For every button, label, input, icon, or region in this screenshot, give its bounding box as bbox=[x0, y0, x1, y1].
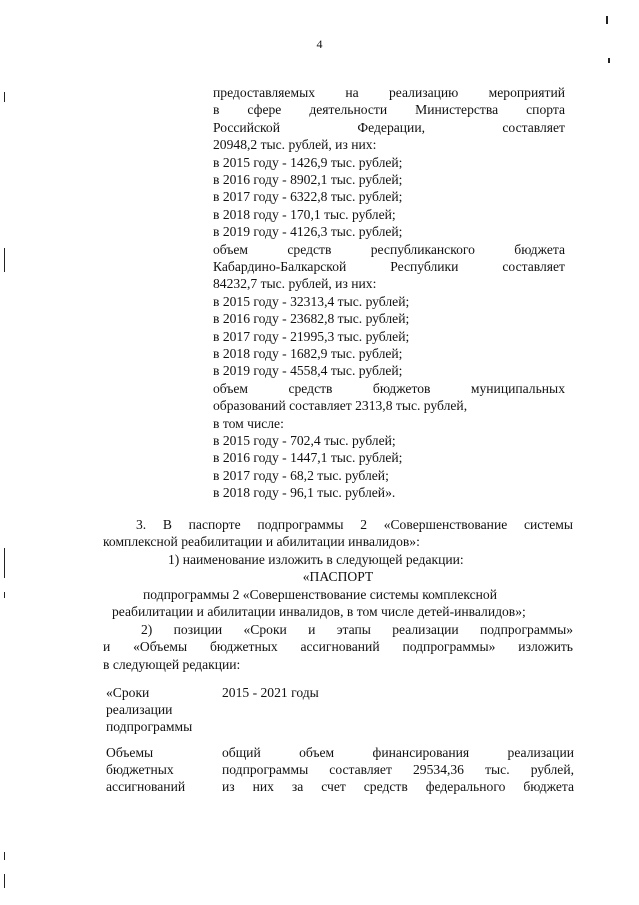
scan-mark bbox=[4, 548, 5, 578]
scan-mark bbox=[606, 16, 608, 24]
table-label-line: ассигнований bbox=[106, 779, 186, 794]
section3-item2-line3: в следующей редакции: bbox=[103, 657, 241, 672]
scan-mark bbox=[4, 92, 5, 102]
funding-line: 84232,7 тыс. рублей, из них: bbox=[213, 276, 377, 292]
section3-heading-line1: 3. В паспорте подпрограммы 2 «Совершенствование системы bbox=[136, 517, 573, 532]
table-label-line: «Сроки bbox=[106, 685, 150, 700]
scan-mark bbox=[4, 592, 5, 598]
funding-line: в 2015 году - 702,4 тыс. рублей; bbox=[213, 433, 396, 448]
scan-mark bbox=[4, 248, 5, 272]
funding-line: в 2017 году - 68,2 тыс. рублей; bbox=[213, 467, 389, 483]
funding-line: в 2019 году - 4558,4 тыс. рублей; bbox=[213, 363, 403, 379]
funding-line: в 2018 году - 1682,9 тыс. рублей; bbox=[213, 346, 403, 361]
passport-heading: «ПАСПОРТ bbox=[302, 569, 374, 584]
table-row1-label bbox=[106, 684, 216, 735]
scan-mark bbox=[4, 852, 5, 860]
funding-line: в 2016 году - 8902,1 тыс. рублей; bbox=[213, 172, 403, 187]
passport-line1: подпрограммы 2 «Совершенствование системы комплексной bbox=[143, 587, 498, 602]
section3-item2-line2: и «Объемы бюджетных ассигнований подпрограммы» изложить bbox=[103, 639, 573, 654]
funding-line: в 2017 году - 6322,8 тыс. рублей; bbox=[213, 189, 403, 205]
scan-mark bbox=[608, 58, 610, 63]
funding-line: образований составляет 2313,8 тыс. рублей, bbox=[213, 398, 468, 414]
funding-line: в 2019 году - 4126,3 тыс. рублей; bbox=[213, 224, 403, 240]
section3-item2-line1: 2) позиции «Сроки и этапы реализации подпрограммы» bbox=[141, 622, 573, 637]
funding-line: в том числе: bbox=[213, 415, 284, 431]
table-row1-value: 2015 - 2021 годы bbox=[222, 685, 319, 700]
table-row2-value bbox=[222, 744, 574, 795]
table-value-line: подпрограммы составляет 29534,36 тыс. рублей, bbox=[222, 762, 574, 777]
table-label-line: реализации bbox=[106, 702, 173, 717]
table-value-line: общий объем финансирования реализации bbox=[222, 745, 574, 760]
funding-line: в 2016 году - 23682,8 тыс. рублей; bbox=[213, 311, 410, 327]
passport-line2: реабилитации и абилитации инвалидов, в том числе детей-инвалидов»; bbox=[112, 604, 526, 619]
funding-line: в 2018 году - 170,1 тыс. рублей; bbox=[213, 206, 396, 222]
funding-line: предоставляемых на реализацию мероприятий bbox=[213, 85, 565, 100]
table-label-line: бюджетных bbox=[106, 762, 174, 777]
page-number: 4 bbox=[316, 37, 323, 51]
table-value-line: из них за счет средств федерального бюджета bbox=[222, 779, 574, 794]
funding-line: в сфере деятельности Министерства спорта bbox=[213, 102, 565, 118]
funding-line: в 2017 году - 21995,3 тыс. рублей; bbox=[213, 328, 410, 344]
section3-item1: 1) наименование изложить в следующей редакции: bbox=[168, 552, 464, 567]
funding-line: объем средств республиканского бюджета bbox=[213, 241, 565, 257]
table-row2-label bbox=[106, 744, 216, 795]
funding-line: в 2018 году - 96,1 тыс. рублей». bbox=[213, 485, 396, 501]
scan-mark bbox=[4, 874, 5, 888]
table-label-line: Объемы bbox=[106, 745, 154, 760]
funding-line: Российской Федерации, составляет bbox=[213, 119, 565, 135]
funding-line: объем средств бюджетов муниципальных bbox=[213, 380, 565, 396]
funding-line: в 2015 году - 32313,4 тыс. рублей; bbox=[213, 293, 410, 309]
funding-line: в 2016 году - 1447,1 тыс. рублей; bbox=[213, 450, 403, 466]
section3-heading-line2: комплексной реабилитации и абилитации инвалидов»: bbox=[103, 534, 420, 549]
funding-line: 20948,2 тыс. рублей, из них: bbox=[213, 137, 377, 153]
funding-line: Кабардино-Балкарской Республики составляет bbox=[213, 259, 565, 274]
table-label-line: подпрограммы bbox=[106, 719, 193, 734]
funding-line: в 2015 году - 1426,9 тыс. рублей; bbox=[213, 154, 403, 170]
